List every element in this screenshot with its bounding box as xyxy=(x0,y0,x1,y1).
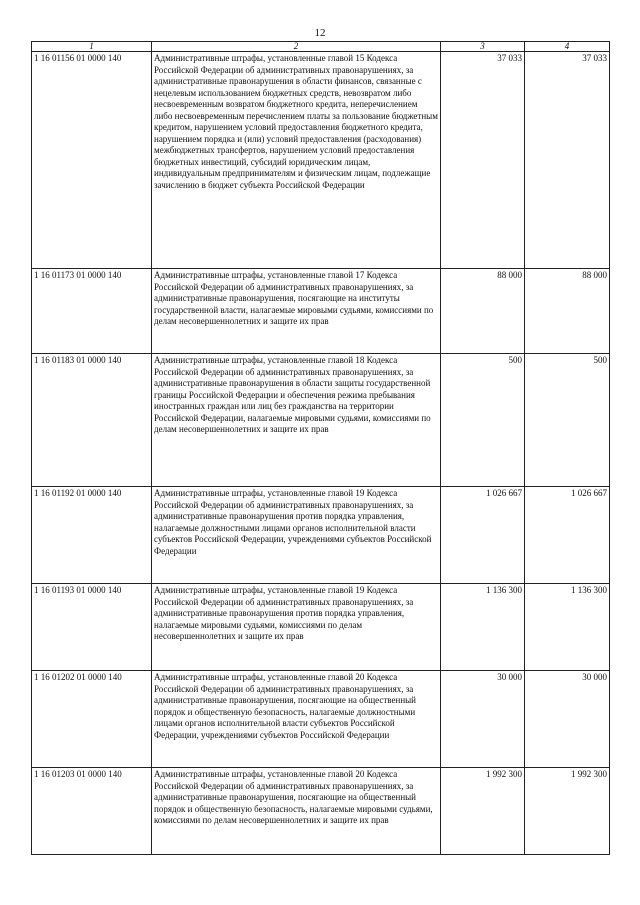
amount-column-4: 1 992 300 xyxy=(525,768,610,855)
table-row xyxy=(32,671,610,768)
revenue-table xyxy=(31,41,610,855)
table-row xyxy=(32,768,610,855)
description-cell: Административные штрафы, установленные главой 15 Кодекса Российской Федерации об административных правонарушениях, за административные правонарушения в области финансов, связанные с нецелевым использованием бюджетных средств, невозвратом либо несвоевременным возвратом бюджетного кредита, неперечислением либо несвоевременным перечислением платы за пользование бюджетным кредитом, нарушением условий предоставления бюджетного кредита, нарушением порядка и (или) условий предоставления (расходования) межбюджетных трансфертов, нарушением условий предоставления бюджетных инвестиций, субсидий юридическим лицам, индивидуальным предпринимателям и физическим лицам, подлежащие зачислению в бюджет субъекта Российской Федерации xyxy=(152,52,441,269)
column-header-3: 3 xyxy=(441,42,525,52)
amount-column-3: 1 026 667 xyxy=(441,487,525,584)
table-row xyxy=(32,354,610,487)
amount-column-3: 500 xyxy=(441,354,525,487)
budget-code: 1 16 01173 01 0000 140 xyxy=(32,269,152,354)
description-cell: Административные штрафы, установленные главой 17 Кодекса Российской Федерации об административных правонарушениях, за административные правонарушения, посягающие на институты государственной власти, налагаемые мировыми судьями, комиссиями по делам несовершеннолетних и защите их прав xyxy=(152,269,441,354)
description-cell: Административные штрафы, установленные главой 20 Кодекса Российской Федерации об административных правонарушениях, за административные правонарушения, посягающие на общественный порядок и общественную безопасность, налагаемые должностными лицами органов исполнительной власти субъектов Российской Федерации, учреждениями субъектов Российской Федерации xyxy=(152,671,441,768)
column-header-2: 2 xyxy=(152,42,441,52)
amount-column-3: 88 000 xyxy=(441,269,525,354)
budget-code: 1 16 01193 01 0000 140 xyxy=(32,584,152,671)
budget-code: 1 16 01192 01 0000 140 xyxy=(32,487,152,584)
amount-column-3: 30 000 xyxy=(441,671,525,768)
amount-column-4: 30 000 xyxy=(525,671,610,768)
description-cell: Административные штрафы, установленные главой 18 Кодекса Российской Федерации об административных правонарушениях, за административные правонарушения в области защиты государственной границы Российской Федерации и обеспечения режима пребывания иностранных граждан или лиц без гражданства на территории Российской Федерации, налагаемые мировыми судьями, комиссиями по делам несовершеннолетних и защите их прав xyxy=(152,354,441,487)
amount-column-3: 37 033 xyxy=(441,52,525,269)
header-row xyxy=(32,42,610,52)
amount-column-4: 1 026 667 xyxy=(525,487,610,584)
amount-column-3: 1 136 300 xyxy=(441,584,525,671)
page-number: 12 xyxy=(314,27,326,39)
amount-column-4: 500 xyxy=(525,354,610,487)
table-row xyxy=(32,584,610,671)
table-row xyxy=(32,487,610,584)
amount-column-4: 1 136 300 xyxy=(525,584,610,671)
table-row xyxy=(32,269,610,354)
budget-code: 1 16 01183 01 0000 140 xyxy=(32,354,152,487)
amount-column-4: 88 000 xyxy=(525,269,610,354)
budget-code: 1 16 01203 01 0000 140 xyxy=(32,768,152,855)
budget-code: 1 16 01202 01 0000 140 xyxy=(32,671,152,768)
column-header-4: 4 xyxy=(525,42,610,52)
amount-column-4: 37 033 xyxy=(525,52,610,269)
column-header-1: 1 xyxy=(32,42,152,52)
description-cell: Административные штрафы, установленные главой 19 Кодекса Российской Федерации об административных правонарушениях, за административные правонарушения против порядка управления, налагаемые мировыми судьями, комиссиями по делам несовершеннолетних и защите их прав xyxy=(152,584,441,671)
table-row xyxy=(32,52,610,269)
description-cell: Административные штрафы, установленные главой 19 Кодекса Российской Федерации об административных правонарушениях, за административные правонарушения против порядка управления, налагаемые должностными лицами органов исполнительной власти субъектов Российской Федерации, учреждениями субъектов Российской Федерации xyxy=(152,487,441,584)
budget-code: 1 16 01156 01 0000 140 xyxy=(32,52,152,269)
description-cell: Административные штрафы, установленные главой 20 Кодекса Российской Федерации об административных правонарушениях, за административные правонарушения, посягающие на общественный порядок и общественную безопасность, налагаемые мировыми судьями, комиссиями по делам несовершеннолетних и защите их прав xyxy=(152,768,441,855)
amount-column-3: 1 992 300 xyxy=(441,768,525,855)
